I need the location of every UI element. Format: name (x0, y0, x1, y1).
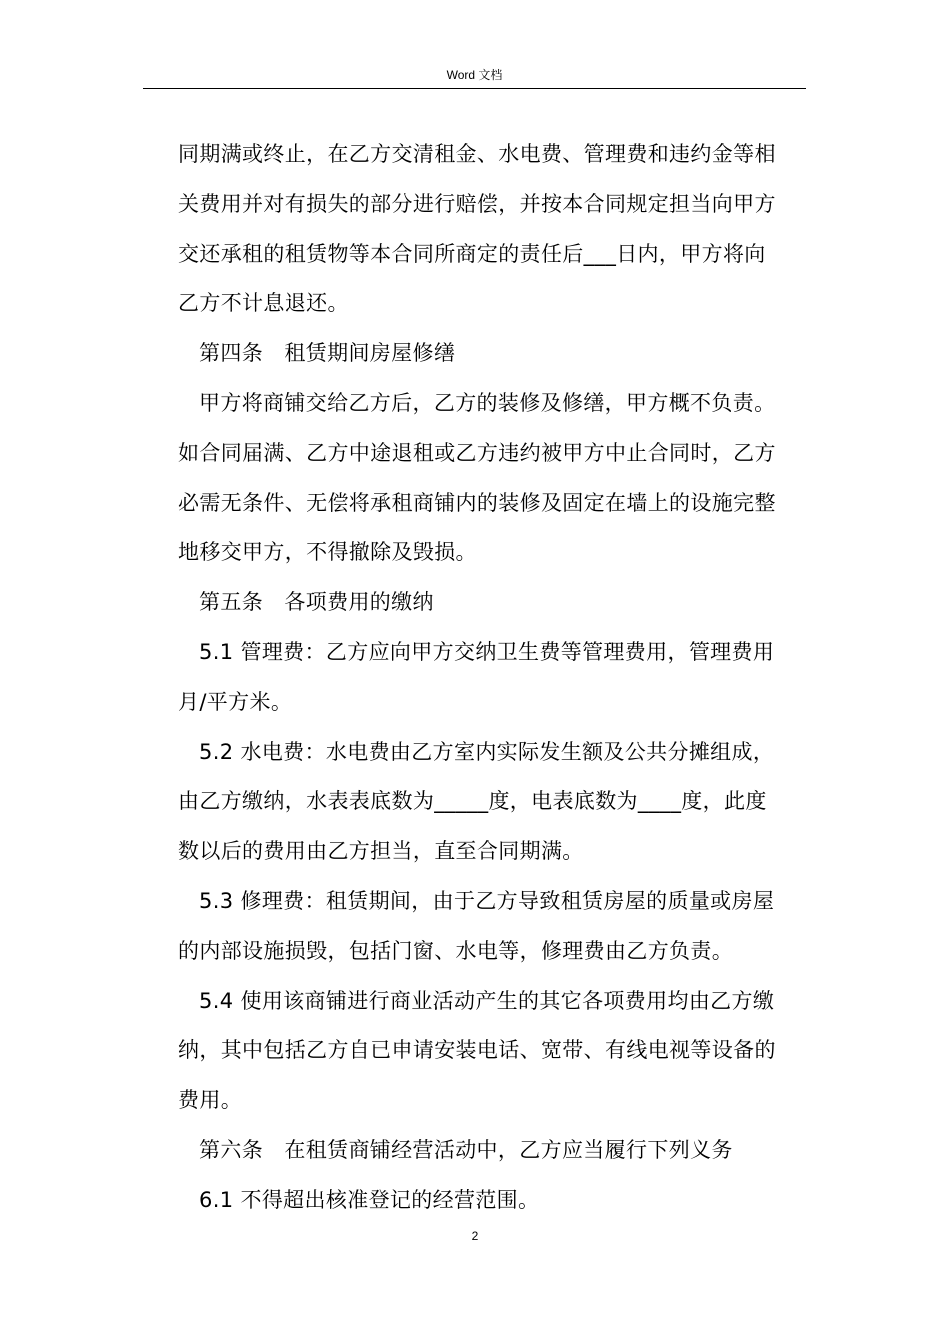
text-line: 必需无条件、无偿将承租商铺内的装修及固定在墙上的设施完整 (178, 490, 776, 515)
text-line: 6.1 不得超出核准登记的经营范围。 (199, 1187, 540, 1212)
text-line: 如合同届满、乙方中途退租或乙方违约被甲方中止合同时，乙方 (178, 440, 776, 465)
text-line: 第四条 租赁期间房屋修缮 (199, 341, 456, 366)
text-line: 数以后的费用由乙方担当，直至合同期满。 (178, 839, 584, 864)
text-line: 甲方将商铺交给乙方后，乙方的装修及修缮，甲方概不负责。 (199, 390, 776, 415)
header-title: Word 文档 (446, 68, 503, 82)
text-line: 地移交甲方，不得撤除及毁损。 (178, 540, 477, 565)
text-line: 交还承租的租赁物等本合同所商定的责任后___日内，甲方将向 (178, 241, 766, 266)
text-line: 费用。 (178, 1088, 243, 1113)
page-number: 2 (471, 1229, 479, 1243)
text-line: 5.3 修理费：租赁期间，由于乙方导致租赁房屋的质量或房屋 (199, 888, 775, 913)
text-line: 同期满或终止，在乙方交清租金、水电费、管理费和违约金等相 (178, 142, 776, 166)
text-line: 由乙方缴纳，水表表底数为_____度，电表底数为____度，此度 (178, 789, 767, 814)
text-line: 5.1 管理费：乙方应向甲方交纳卫生费等管理费用，管理费用 (199, 639, 775, 664)
text-line: 第六条 在租赁商铺经营活动中，乙方应当履行下列义务 (199, 1137, 733, 1162)
document-body (178, 130, 808, 1226)
text-line: 纳，其中包括乙方自已申请安装电话、宽带、有线电视等设备的 (178, 1038, 776, 1063)
text-line: 的内部设施损毁，包括门窗、水电等，修理费由乙方负责。 (178, 938, 734, 963)
text-line: 第五条 各项费用的缴纳 (199, 590, 434, 615)
page-header (143, 66, 806, 89)
text-line: 关费用并对有损失的部分进行赔偿，并按本合同规定担当向甲方 (178, 191, 776, 216)
text-line: 月/平方米。 (178, 689, 293, 714)
text-line: 乙方不计息退还。 (178, 291, 349, 316)
text-line: 5.2 水电费：水电费由乙方室内实际发生额及公共分摊组成， (199, 739, 775, 764)
page-footer (0, 1229, 950, 1243)
text-line: 5.4 使用该商铺进行商业活动产生的其它各项费用均由乙方缴 (199, 988, 775, 1013)
